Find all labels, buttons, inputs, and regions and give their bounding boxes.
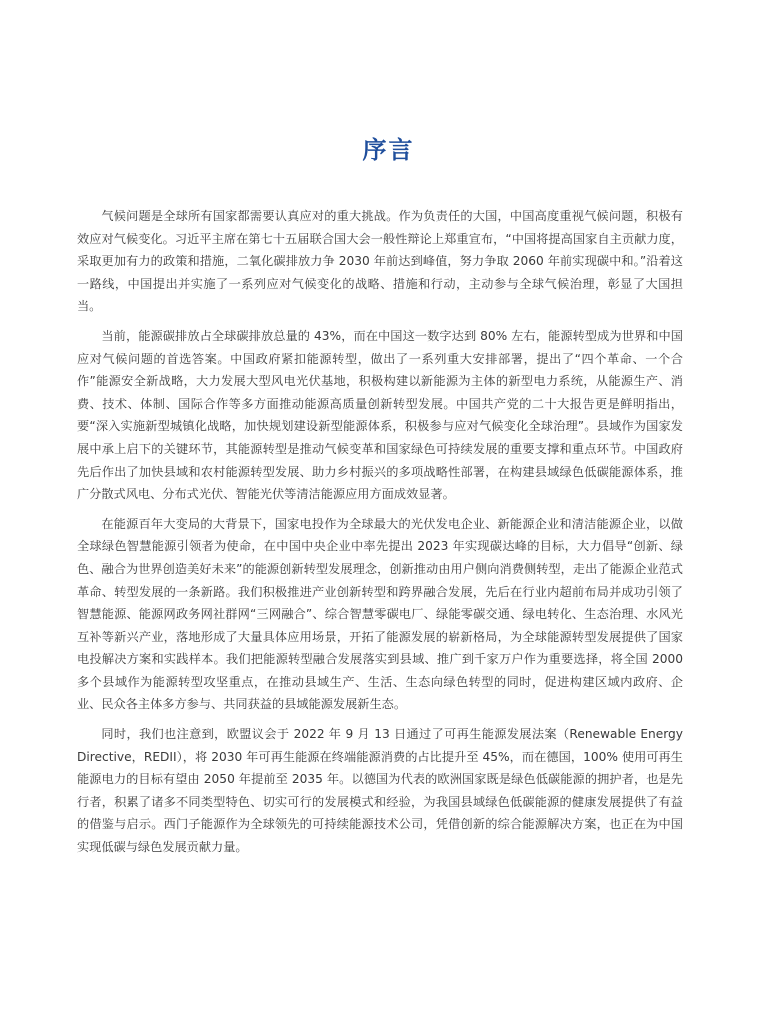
paragraph-2: 当前，能源碳排放占全球碳排放总量的 43%，而在中国这一数字达到 80% 左右，能源转型成为世界和中国应对气候问题的首选答案。中国政府紧扣能源转型，做出了一系列重大安排部署，提出了“四个革命、一个合作”能源安全新战略，大力发展大型风电光伏基地，积极构建以新能源为主体的新型电力系统，从能源生产、消费、技术、体制、国际合作等多方面推动能源高质量创新转型发展。中国共产党的二十大报告更是鲜明指出，要“深入实施新型城镇化战略，加快规划建设新型能源体系，积极参与应对气候变化全球治理”。县域作为国家发展中承上启下的关键环节，其能源转型是推动气候变革和国家绿色可持续发展的重要支撑和重点环节。中国政府先后作出了加快县域和农村能源转型发展、助力乡村振兴的多项战略性部署，在构建县域绿色低碳能源体系，推广分散式风电、分布式光伏、智能光伏等清洁能源应用方面成效显著。 [77, 328, 683, 502]
paragraph-1: 气候问题是全球所有国家都需要认真应对的重大挑战。作为负责任的大国，中国高度重视气候问题，积极有效应对气候变化。习近平主席在第七十五届联合国大会一般性辩论上郑重宣布，“中国将提高国家自主贡献力度，采取更加有力的政策和措施，二氧化碳排放力争 2030 年前达到峰值，努力争取 2060 年前实现碳中和。”沿着这一路线，中国提出并实施了一系列应对气候变化的战略、措施和行动，主动参与全球气候治理，彰显了大国担当。 [77, 209, 683, 314]
paragraph-3: 在能源百年大变局的大背景下，国家电投作为全球最大的光伏发电企业、新能源企业和清洁能源企业，以做全球绿色智慧能源引领者为使命，在中国中央企业中率先提出 2023 年实现碳达峰的目标，大力倡导“创新、绿色、融合为世界创造美好未来”的能源创新转型发展理念，创新推动由用户侧向消费侧转型，走出了能源企业范式革命、转型发展的一条新路。我们积极推进产业创新转型和跨界融合发展，先后在行业内超前布局并成功引领了智慧能源、能源网政务网社群网“三网融合”、综合智慧零碳电厂、绿能零碳交通、绿电转化、生态治理、水风光互补等新兴产业，落地形成了大量具体应用场景，开拓了能源发展的崭新格局，为全球能源转型发展提供了国家电投解决方案和实践样本。我们把能源转型融合发展落实到县域、推广到千家万户作为重要选择，将全国 2000 多个县域作为能源转型攻坚重点，在推动县域生产、生活、生态向绿色转型的同时，促进构建区域内政府、企业、民众各主体多方参与、共同获益的县域能源发展新生态。 [77, 516, 683, 712]
preface-body [77, 205, 683, 866]
paragraph-4: 同时，我们也注意到，欧盟议会于 2022 年 9 月 13 日通过了可再生能源发展法案（Renewable Energy Directive，REDII），将 2030 年可再生能源在终端能源消费的占比提升至 45%，而在德国，100% 使用可再生能源电力的目标有望由 2050 年提前至 2035 年。以德国为代表的欧洲国家既是绿色低碳能源的拥护者，也是先行者，积累了诸多不同类型特色、切实可行的发展模式和经验，为我国县域绿色低碳能源的健康发展提供了有益的借鉴与启示。西门子能源作为全球领先的可持续能源技术公司，凭借创新的综合能源解决方案，也正在为中国实现低碳与绿色发展贡献力量。 [77, 727, 683, 855]
page-title: 序言 [362, 136, 415, 164]
